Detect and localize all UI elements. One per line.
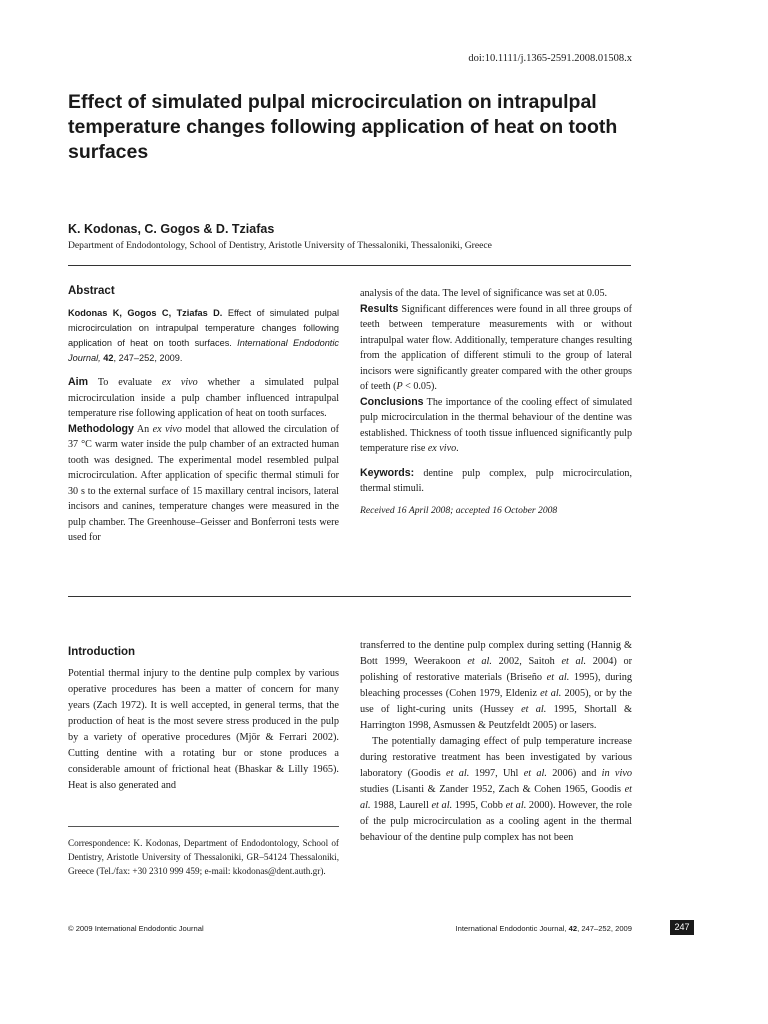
- et-al: et al.: [467, 656, 492, 667]
- introduction-left-column: [68, 646, 339, 794]
- et-al: et al.: [521, 704, 547, 715]
- keywords-text: dentine pulp complex, pulp microcirculation, thermal stimuli.: [360, 467, 633, 494]
- et-al: et al.: [360, 784, 632, 811]
- aim-text-post: whether a simulated pulpal microcirculation inside a pulp chamber influenced intrapulpal temperature rise following application of heat on tooth surfaces.: [68, 377, 340, 419]
- introduction-paragraph-1: Potential thermal injury to the dentine pulp complex by various operative procedures has been a matter of concern for many years (Zach 1972). It is well accepted, in general terms, that the production of heat is the most severe stress produced in the pulp by a variety of operative procedures (Mjör & Ferrari 2002). Cutting dentine with a rotating bur or stone produces a considerable amount of frictional heat (Bhaskar & Lilly 1965). Heat is also generated and: [68, 668, 339, 791]
- abstract-rule: [68, 596, 631, 597]
- authors: K. Kodonas, C. Gogos & D. Tziafas: [68, 222, 275, 236]
- results-text-post: < 0.05).: [405, 381, 437, 392]
- correspondence: Correspondence: K. Kodonas, Department of Endodontology, School of Dentistry, Aristotle University of Thessaloniki, GR–54124 Thessaloniki, Greece (Tel./fax: +30 2310 999 459; e-mail: kkodonas@dent.auth.gr).: [68, 838, 339, 877]
- abstract-heading: Abstract: [68, 285, 115, 297]
- footer-journal-name: International Endodontic Journal,: [455, 924, 567, 933]
- methodology-italic: ex vivo: [152, 423, 182, 435]
- methodology-label: Methodology: [68, 422, 134, 435]
- aim-label: Aim: [68, 376, 89, 388]
- citation-text: Effect of simulated pulpal microcirculation on intrapulpal temperature changes following application of heat on tooth surfaces.: [68, 308, 339, 348]
- conclusions-text-pre: The importance of the cooling effect of simulated pulp microcirculation in the thermal behaviour of the dentine was established. Thickness of tooth tissue influenced significantly pulp temperature rise: [360, 396, 632, 454]
- methodology-text-pre: An: [136, 423, 150, 435]
- et-al: et al.: [446, 768, 470, 779]
- introduction-heading: Introduction: [68, 646, 136, 658]
- abstract-keywords: [360, 466, 632, 497]
- abstract-aim: [68, 375, 339, 422]
- abstract-results: [360, 302, 632, 395]
- et-al: et al.: [505, 800, 527, 811]
- results-p-value: P: [396, 381, 403, 392]
- abstract-left-column: [68, 285, 339, 546]
- footer-copyright: © 2009 International Endodontic Journal: [68, 924, 204, 933]
- aim-italic: ex vivo: [161, 377, 198, 388]
- results-text-pre: Significant differences were found in all three groups of teeth between temperature measurements with or without intrapulpal water flow. Additionally, temperature changes resulting from the application of different stimuli to the group of lateral incisors were significantly greater compared with the other groups of teeth (: [360, 303, 632, 392]
- article-title: Effect of simulated pulpal microcirculation on intrapulpal temperature changes following application of heat on tooth surfaces: [68, 91, 618, 163]
- in-vivo: in vivo: [601, 768, 633, 779]
- citation-pages: , 247–252, 2009.: [113, 353, 183, 363]
- et-al: et al.: [523, 768, 547, 779]
- et-al: et al.: [546, 672, 570, 683]
- conclusions-label: Conclusions: [360, 395, 424, 408]
- abstract-citation: [68, 306, 339, 366]
- introduction-paragraph-2: The potentially damaging effect of pulp temperature increase during restorative treatment has been investigated by various laboratory (Goodis et al. 1997, Uhl et al. 2006) and in vivo studies (Lisanti & Zander 1952, Zach & Cohen 1965, Goodis et al. 1988, Laurell et al. 1995, Cobb et al. 2000). However, the role of the pulp microcirculation as a cooling agent in the thermal behaviour of the dentine pulp complex has not been: [360, 736, 633, 843]
- methodology-text-post: model that allowed the circulation of 37 °C warm water inside the pulp chamber of an extracted human tooth was designed. The experimental model resembled pulpal microcirculation. After application of specific thermal stimuli for 30 s to the external surface of 15 maxillary central incisors, lateral incisors and canines, temperature changes were measured in the pulp chamber. The Greenhouse–Geisser and Bonferroni tests were used for: [68, 423, 339, 543]
- header-rule: [68, 265, 631, 266]
- affiliation: Department of Endodontology, School of Dentistry, Aristotle University of Thessaloniki, Thessaloniki, Greece: [68, 240, 492, 251]
- citation-journal: International Endodontic Journal,: [68, 338, 339, 363]
- introduction-paragraph-1-continued: transferred to the dentine pulp complex during setting (Hannig & Bott 1999, Weerakoon et al. 2002, Saitoh et al. 2004) or polishing of restorative materials (Briseño et al. 1995), during bleaching processes (Cohen 1979, Eldeniz et al. 2005), or by the use of light-curing units (Hussey et al. 1995, Shortall & Harrington 1998, Asmussen & Peutzfeldt 2005) or lasers.: [360, 640, 633, 731]
- abstract-right-column: [360, 286, 632, 516]
- footer-volume: 42: [568, 924, 578, 933]
- correspondence-rule: [68, 826, 339, 827]
- methodology-continued: analysis of the data. The level of significance was set at 0.05.: [360, 288, 608, 299]
- results-label: Results: [360, 302, 399, 315]
- footer-pages: , 247–252, 2009: [577, 924, 632, 933]
- conclusions-italic: ex vivo: [427, 443, 457, 454]
- et-al: et al.: [561, 656, 587, 667]
- et-al: et al.: [540, 688, 562, 699]
- keywords-label: Keywords:: [360, 466, 415, 479]
- citation-volume: 42: [103, 353, 114, 363]
- conclusions-end: .: [456, 443, 459, 454]
- aim-text-pre: To evaluate: [97, 377, 152, 388]
- received-dates: Received 16 April 2008; accepted 16 October 2008: [360, 504, 558, 516]
- abstract-conclusions: [360, 395, 632, 457]
- introduction-right-column: [360, 638, 632, 846]
- citation-authors: Kodonas K, Gogos C, Tziafas D.: [68, 308, 223, 318]
- footer-journal: [455, 924, 632, 933]
- et-al: et al.: [431, 800, 453, 811]
- doi: doi:10.1111/j.1365-2591.2008.01508.x: [468, 53, 632, 64]
- page-number: 247: [670, 920, 694, 935]
- abstract-methodology: [68, 422, 339, 546]
